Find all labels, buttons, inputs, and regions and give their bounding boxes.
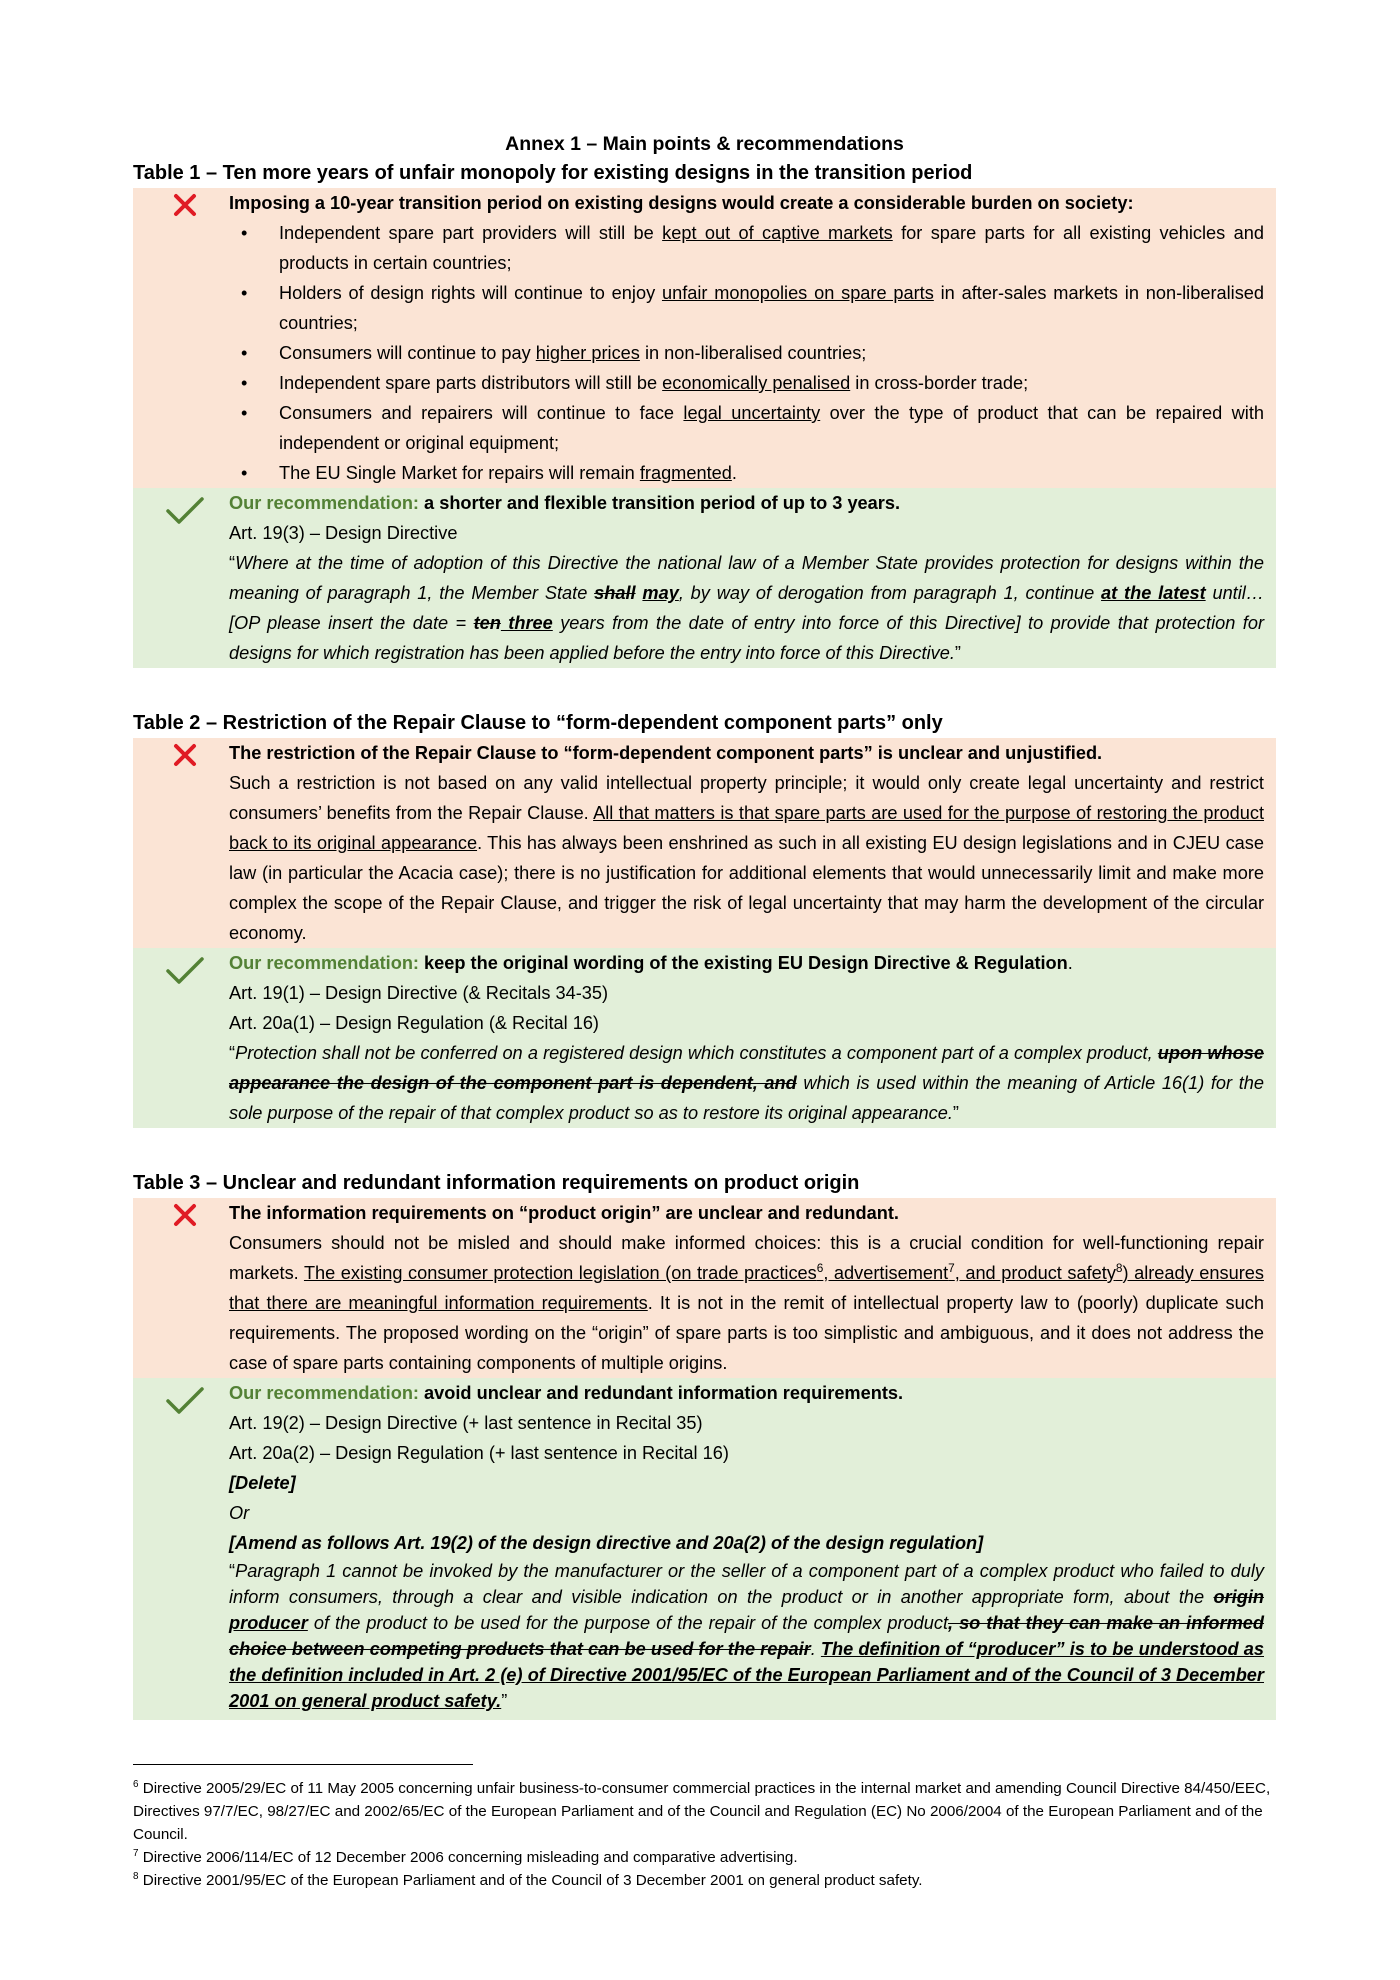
footnote: $^7$ Directive 2006/114/EC of 12 December 2006 concerning misleading and comparative advertising. <box>133 1847 798 1866</box>
footnotes <box>133 1777 1276 1892</box>
check-icon <box>165 956 205 986</box>
list-item: • Independent spare parts distributors will still be economically penalised in cross-border trade; <box>241 373 1029 393</box>
annex-title: Annex 1 – Main points & recommendations <box>505 133 904 155</box>
cross-icon <box>172 192 198 218</box>
table-2-concern-block <box>133 738 1276 948</box>
footnote: $^8$ Directive 2001/95/EC of the European Parliament and of the Council of 3 December 2001 on general product safety. <box>133 1870 923 1889</box>
delete-option: [Delete] <box>229 1473 296 1493</box>
footnote: $^6$ Directive 2005/29/EC of 11 May 2005 concerning unfair business-to-consumer commercial practices in the internal market and amending Council Directive 84/450/EEC, Directives 97/7/EC, 98/27/EC and 2002/65/EC of the European Parliament and of the Council and Regulation (EC) No 2006/2004 of the European Parliament and of the Council. <box>133 1778 1271 1843</box>
concern-heading: The restriction of the Repair Clause to “form-dependent component parts” is unclear and unjustified. <box>229 743 1103 763</box>
check-icon <box>165 1386 205 1416</box>
footnote-separator <box>133 1764 473 1765</box>
cross-icon <box>172 1202 198 1228</box>
article-reference: Art. 19(2) – Design Directive (+ last sentence in Recital 35) <box>229 1413 703 1433</box>
table-3-recommendation-block <box>133 1378 1276 1720</box>
concern-heading: Imposing a 10-year transition period on existing designs would create a considerable burden on society: <box>229 193 1134 213</box>
amendment-quote: “Where at the time of adoption of this Directive the national law of a Member State provides protection for designs within the meaning of paragraph 1, the Member State shall may, by way of derogation from paragraph 1, continue at the latest until… [OP please insert the date = ten three years from the date of entry into force of this Directive] to provide that protection for designs for which registration has been applied before the entry into force of this Directive.” <box>229 553 1265 663</box>
list-item: • Consumers will continue to pay higher prices in non-liberalised countries; <box>241 343 867 363</box>
recommendation-heading: Our recommendation: keep the original wording of the existing EU Design Directive & Regulation. <box>229 953 1073 973</box>
table-2-title: Table 2 – Restriction of the Repair Clause to “form-dependent component parts” only <box>133 712 943 734</box>
footnote-ref: 8 <box>1115 1260 1123 1275</box>
article-reference: Art. 19(1) – Design Directive (& Recitals 34-35) <box>229 983 609 1003</box>
table-3-title: Table 3 – Unclear and redundant information requirements on product origin <box>133 1172 860 1194</box>
article-reference: Art. 20a(2) – Design Regulation (+ last sentence in Recital 16) <box>229 1443 729 1463</box>
amend-option: [Amend as follows Art. 19(2) of the design directive and 20a(2) of the design regulation] <box>229 1533 984 1553</box>
concern-paragraph: Consumers should not be misled and should make informed choices: this is a crucial condition for well-functioning repair markets. The existing consumer protection legislation (on trade practices$^6$, advertisement$^7$, and product safety$^8$) already ensures that there are meaningful information requirements. It is not in the remit of intellectual property law to (poorly) duplicate such requirements. The proposed wording on the “origin” of spare parts is too simplistic and ambiguous, and it does not address the case of spare parts containing components of multiple origins. <box>229 1233 1264 1373</box>
amendment-quote: “Protection shall not be conferred on a registered design which constitutes a component part of a complex product, upon whose appearance the design of the component part is dependent, and which is used within the meaning of Article 16(1) for the sole purpose of the repair of that complex product so as to restore its original appearance.” <box>229 1043 1264 1123</box>
article-reference: Art. 20a(1) – Design Regulation (& Recital 16) <box>229 1013 599 1033</box>
recommendation-heading: Our recommendation: avoid unclear and redundant information requirements. <box>229 1383 904 1403</box>
amendment-quote: “Paragraph 1 cannot be invoked by the manufacturer or the seller of a component part of a complex product who failed to duly inform consumers, through a clear and visible indication on the product or in another appropriate form, about the origin producer of the product to be used for the purpose of the repair of the complex product, so that they can make an informed choice between competing products that can be used for the repair. The definition of “producer” is to be understood as the definition included in Art. 2 (e) of Directive 2001/95/EC of the European Parliament and of the Council of 3 December 2001 on general product safety.” <box>229 1561 1264 1711</box>
check-icon <box>165 496 205 526</box>
footnote-ref: 7 <box>948 1260 955 1275</box>
table-1-recommendation-block <box>133 488 1276 668</box>
recommendation-heading: Our recommendation: a shorter and flexible transition period of up to 3 years. <box>229 493 901 513</box>
concern-bullet-list <box>229 218 1264 488</box>
article-reference: Art. 19(3) – Design Directive <box>229 523 458 543</box>
or-label: Or <box>229 1503 250 1523</box>
table-2-recommendation-block <box>133 948 1276 1128</box>
cross-icon <box>172 742 198 768</box>
list-item: • Holders of design rights will continue to enjoy unfair monopolies on spare parts in after-sales markets in non-liberalised countries; <box>241 283 1265 333</box>
concern-paragraph: Such a restriction is not based on any valid intellectual property principle; it would only create legal uncertainty and restrict consumers’ benefits from the Repair Clause. All that matters is that spare parts are used for the purpose of restoring the product back to its original appearance. This has always been enshrined as such in all existing EU design legislations and in CJEU case law (in particular the Acacia case); there is no justification for additional elements that would unnecessarily limit and make more complex the scope of the Repair Clause, and trigger the risk of legal uncertainty that may harm the development of the circular economy. <box>229 773 1265 943</box>
list-item: • The EU Single Market for repairs will remain fragmented. <box>241 463 737 483</box>
table-1-title: Table 1 – Ten more years of unfair monopoly for existing designs in the transition period <box>133 162 973 184</box>
list-item: • Independent spare part providers will still be kept out of captive markets for spare parts for all existing vehicles and products in certain countries; <box>241 223 1264 273</box>
table-1-concern-block <box>133 188 1276 488</box>
document-page <box>133 130 1276 1892</box>
list-item: • Consumers and repairers will continue to face legal uncertainty over the type of product that can be repaired with independent or original equipment; <box>241 403 1264 453</box>
concern-heading: The information requirements on “product origin” are unclear and redundant. <box>229 1203 899 1223</box>
table-3-concern-block <box>133 1198 1276 1378</box>
footnote-ref: 6 <box>816 1260 824 1275</box>
